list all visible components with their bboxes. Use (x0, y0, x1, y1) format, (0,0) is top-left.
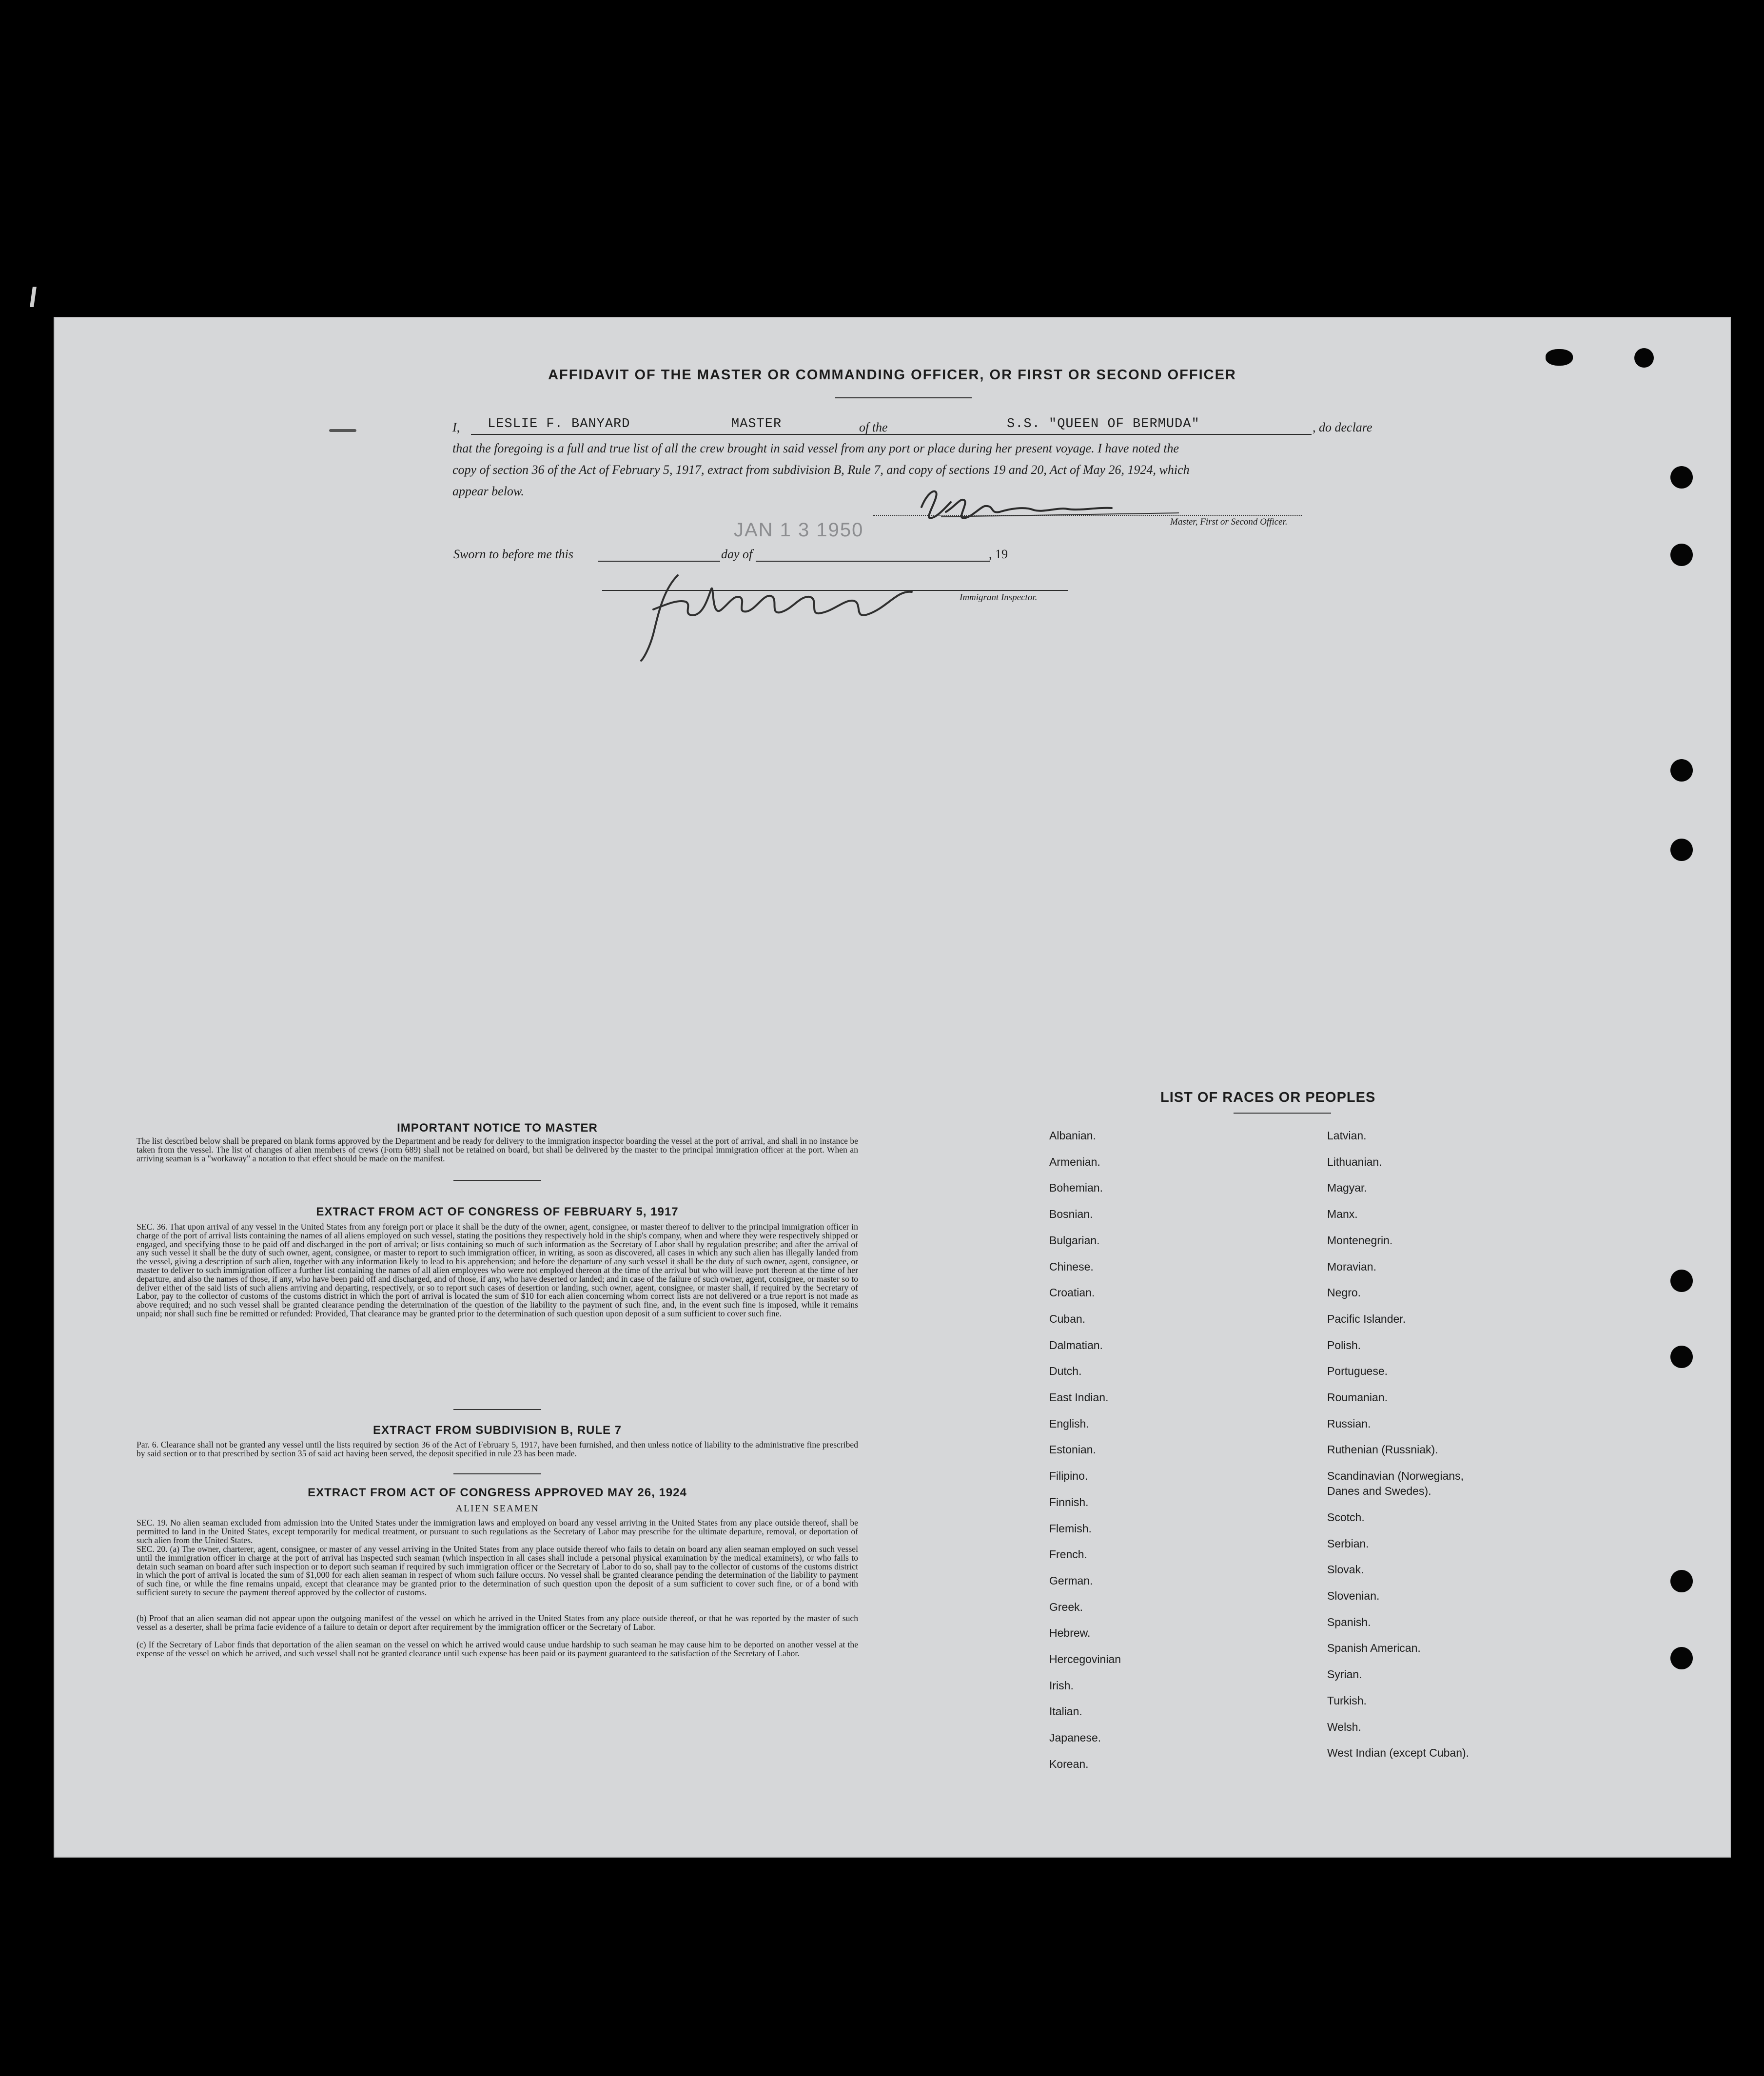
section-rule (453, 1409, 541, 1410)
race-item: Lithuanian. (1327, 1155, 1382, 1168)
race-item: Ruthenian (Russniak). (1327, 1443, 1438, 1456)
declaration-line-3: appear below. (452, 484, 524, 498)
race-item: Moravian. (1327, 1260, 1376, 1273)
race-item: Serbian. (1327, 1537, 1369, 1550)
film-edge-mark (30, 287, 37, 307)
race-item: Filipino. (1049, 1469, 1088, 1483)
race-item: Croatian. (1049, 1286, 1095, 1299)
punch-hole (1670, 1270, 1693, 1292)
race-item: Portuguese. (1327, 1365, 1388, 1378)
inspector-signature (624, 561, 975, 663)
section-rule (453, 1473, 541, 1474)
inspector-signature-line (602, 590, 1068, 591)
declaration-line-1: that the foregoing is a full and true list of all the crew brought in said vessel from any port or place during her present voyage. I have noted the (452, 441, 1179, 455)
punch-hole (1670, 466, 1693, 489)
do-declare-label: , do declare (1313, 420, 1372, 434)
race-item: Italian. (1049, 1705, 1082, 1718)
race-item: Finnish. (1049, 1495, 1089, 1508)
race-item: West Indian (except Cuban). (1327, 1746, 1470, 1760)
race-item: Spanish American. (1327, 1642, 1421, 1655)
punch-hole (1670, 839, 1693, 861)
race-item: Flemish. (1049, 1522, 1092, 1535)
notice-title: IMPORTANT NOTICE TO MASTER (397, 1121, 598, 1135)
race-item: Syrian. (1327, 1668, 1362, 1681)
punch-hole (1670, 1346, 1693, 1368)
race-item: Spanish. (1327, 1615, 1371, 1628)
races-title: LIST OF RACES OR PEOPLES (1160, 1090, 1376, 1105)
race-item: Hercegovinian (1049, 1653, 1121, 1665)
race-item: Roumanian. (1327, 1391, 1388, 1404)
master-name-field[interactable] (471, 434, 907, 435)
of-the-label: of the (859, 420, 888, 434)
act-1924-sec20b: (b) Proof that an alien seaman did not appear upon the outgoing manifest of the vessel on which he arrived in the United States from any place outside thereof, or that he was reported by the master of such vessel as a deserter, shall be prima facie evidence of a failure to detain or deport after requirement by the immigration officer or the Secretary of Labor. (137, 1613, 858, 1632)
race-item: Scandinavian (Norwegians, (1327, 1469, 1464, 1483)
rule-7-text: Par. 6. Clearance shall not be granted any vessel until the lists required by section 36 of the Act of February 5, 1917, have been furnished, and then unless notice of liability to the administrative fine prescribed by said section or to that prescribed by section 35 of said act having been served, the deposit specified in rule 23 has been made. (137, 1440, 858, 1458)
act-1924-title: EXTRACT FROM ACT OF CONGRESS APPROVED MAY 26, 1924 (308, 1486, 687, 1499)
race-item: Manx. (1327, 1208, 1358, 1221)
race-item: Estonian. (1049, 1443, 1096, 1456)
sworn-label: Sworn to before me this (453, 547, 574, 561)
race-item: Hebrew. (1049, 1626, 1091, 1640)
master-signature-line (873, 515, 1302, 516)
race-item: Bulgarian. (1049, 1234, 1100, 1247)
race-item: Dalmatian. (1049, 1338, 1103, 1351)
race-item: Russian. (1327, 1417, 1371, 1430)
race-item: Turkish. (1327, 1694, 1367, 1707)
race-item: English. (1049, 1417, 1089, 1430)
ink-blot (1546, 349, 1573, 366)
rule-7-title: EXTRACT FROM SUBDIVISION B, RULE 7 (372, 1424, 622, 1437)
act-1924-sec20c: (c) If the Secretary of Labor finds that deportation of the alien seaman on the vessel on which he arrived would cause undue hardship to such seaman he may cause him to be deported on another vessel at the expense of the vessel on which he arrived, and such vessel shall not be granted clearance until such expense has been paid or its payment guaranteed to the satisfaction of the Secretary of Labor. (137, 1640, 858, 1658)
inspector-caption: Immigrant Inspector. (960, 592, 1038, 603)
race-item: Scotch. (1327, 1510, 1365, 1524)
act-1917-title: EXTRACT FROM ACT OF CONGRESS OF FEBRUARY 5, 1917 (316, 1205, 679, 1218)
master-rank: MASTER (731, 417, 782, 431)
punch-hole (1670, 759, 1693, 782)
vessel-name-field[interactable] (897, 434, 1312, 435)
race-item: Armenian. (1049, 1155, 1100, 1168)
act-1924-subtitle: ALIEN SEAMEN (455, 1503, 539, 1514)
master-name: LESLIE F. BANYARD (488, 417, 630, 431)
race-item: Montenegrin. (1327, 1234, 1393, 1247)
race-item: Albanian. (1049, 1129, 1096, 1142)
race-item: Chinese. (1049, 1260, 1094, 1273)
race-item: German. (1049, 1574, 1093, 1587)
punch-hole (1670, 1647, 1693, 1669)
act-1924-sec19: SEC. 19. No alien seaman excluded from admission into the United States under the immigration laws and employed on board any vessel arriving in the United States from any place outside thereof, shall be permitted to land in the United States, except temporarily for medical treatment, or pursuant to such regulations as the Secretary of Labor may prescribe for the ultimate departure, removal, or deportation of such alien from the United States. (137, 1518, 858, 1545)
declaration-line-2: copy of section 36 of the Act of February 5, 1917, extract from subdivision B, Rule 7, and copy of sections 19 and 20, Act of May 26, 1924, which (452, 463, 1190, 477)
race-item: French. (1049, 1548, 1087, 1561)
section-rule (453, 1180, 541, 1181)
date-stamp: JAN 1 3 1950 (734, 519, 864, 541)
i-label: I, (452, 420, 460, 434)
ink-smudge (329, 429, 356, 432)
race-item: Welsh. (1327, 1720, 1361, 1733)
race-item: Magyar. (1327, 1181, 1367, 1195)
race-item: Bohemian. (1049, 1181, 1103, 1195)
signature-caption: Master, First or Second Officer. (1170, 517, 1288, 527)
race-item: Pacific Islander. (1327, 1312, 1406, 1325)
race-item: Greek. (1049, 1600, 1083, 1613)
race-item: Danes and Swedes). (1327, 1485, 1431, 1498)
races-title-rule (1234, 1113, 1331, 1114)
race-item: Slovenian. (1327, 1589, 1380, 1603)
race-item: Negro. (1327, 1286, 1361, 1299)
day-of-label: day of (721, 547, 753, 561)
punch-hole (1670, 544, 1693, 566)
race-item: Latvian. (1327, 1129, 1367, 1142)
race-item: Polish. (1327, 1338, 1361, 1351)
race-item: Korean. (1049, 1757, 1089, 1770)
race-item: Dutch. (1049, 1365, 1082, 1378)
title-rule (835, 397, 972, 398)
act-1924-sec20a: SEC. 20. (a) The owner, charterer, agent, consignee, or master of any vessel arriving in the United States from any place outside thereof who fails to detain on board any alien seaman employed on such vessel until the immigration officer in charge at the port of arrival has inspected such seaman (which inspection in all cases shall include a personal physical examination by the medical examiners), or who fails to detain such seaman on board after such inspection or to deport such seaman if required by such immigration officer or the Secretary of Labor to do so, shall pay to the collector of customs of the customs district in which the port of arrival is located the sum of $1,000 for each alien seaman in respect of whom such failure occurs. No vessel shall be granted clearance pending the determination of the liability to payment of such fine, or while the fine remains unpaid, except that clearance may be granted prior to the determination of such question upon the deposit of a sum sufficient to cover such fine, or of a bond with sufficient surety to secure the payment thereof approved by the collector of customs. (137, 1544, 858, 1597)
act-1917-text: SEC. 36. That upon arrival of any vessel in the United States from any foreign port or place it shall be the duty of the owner, agent, consignee, or master thereof to deliver to the principal immigration officer in charge of the port of arrival lists containing the names of all aliens employed on such vessel, stating the positions they respectively hold in the ship's company, when and where they were respectively shipped or engaged, and specifying those to be paid off and discharged in the port of arrival; or lists containing so much of such information as the Secretary of Labor shall by regulation prescribe; and after the arrival of any such vessel it shall be the duty of such owner, agent, consignee, or master to report to such immigration officer, in writing, as soon as discovered, all cases in which any such alien has illegally landed from the vessel, giving a description of such alien, together with any information likely to lead to his apprehension; and before the departure of any such vessel it shall be the duty of such owner, agent, consignee, or master to deliver to such immigration officer a further list containing the names of all alien employees who were not employed thereon at the time of the arrival but who will leave port thereon at the time of her departure, and also the names of those, if any, who have been paid off and discharged, and of those, if any, who have deserted or landed; and in case of the failure of such owner, agent, consignee, or master so to deliver either of the said lists of such aliens arriving and departing, respectively, or so to report such cases of desertion or landing, such owner, agent, consignee, or master shall, if required by the Secretary of Labor, pay to the collector of customs of the customs district in which the port of arrival is located the sum of $10 for each alien concerning whom correct lists are not delivered or a true report is not made as above required; and no such vessel shall be granted clearance pending the determination of the question of the liability to the payment of such fine, and, in the event such fine is imposed, while it remains unpaid; nor shall such fine be remitted or refunded: Provided, That clearance may be granted prior to the determination of such question upon deposit of a sum sufficient to cover such fine. (137, 1222, 858, 1318)
notice-text: The list described below shall be prepared on blank forms approved by the Department and be ready for delivery to the immigration inspector boarding the vessel at the port of arrival, and shall in no instance be taken from the vessel. The list of changes of alien members of crews (Form 689) shall not be retained on board, but shall be delivered by the master to the principal immigration officer at the port. When an arriving seaman is a "workaway" a notation to that effect should be made on the manifest. (137, 1136, 858, 1163)
race-item: Cuban. (1049, 1312, 1086, 1325)
race-item: East Indian. (1049, 1391, 1109, 1404)
race-item: Japanese. (1049, 1731, 1101, 1744)
race-item: Slovak. (1327, 1563, 1364, 1576)
race-item: Irish. (1049, 1679, 1074, 1692)
master-signature (912, 478, 1185, 531)
race-item: Bosnian. (1049, 1208, 1093, 1221)
vessel-name: S.S. "QUEEN OF BERMUDA" (1007, 417, 1200, 431)
affidavit-title: AFFIDAVIT OF THE MASTER OR COMMANDING OFFICER, OR FIRST OR SECOND OFFICER (548, 367, 1236, 383)
document-page (54, 317, 1731, 1858)
punch-hole (1634, 348, 1654, 368)
year-label: , 19 (989, 547, 1008, 561)
punch-hole (1670, 1570, 1693, 1592)
